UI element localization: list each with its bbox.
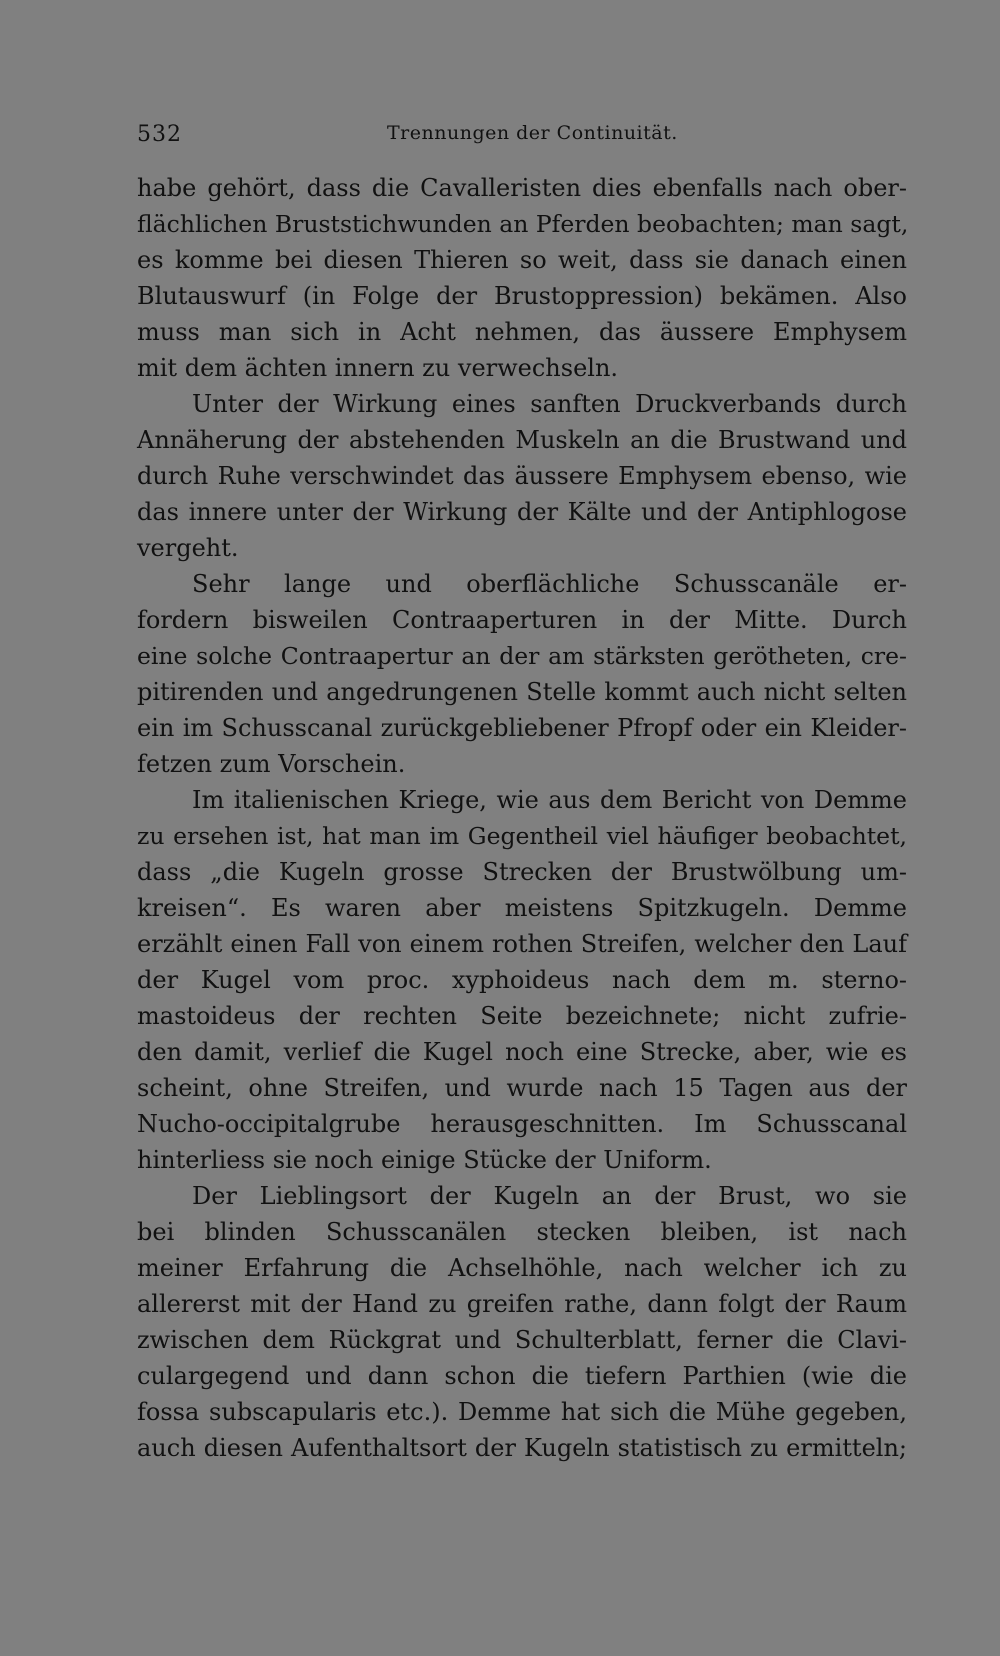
text-line: den damit, verlief die Kugel noch eine Strecke, aber, wie es xyxy=(137,1038,907,1066)
page-number: 532 xyxy=(137,122,182,147)
text-line: Unter der Wirkung eines sanften Druckverbands durch xyxy=(192,390,907,418)
text-line: fetzen zum Vorschein. xyxy=(137,750,406,778)
text-line: hinterliess sie noch einige Stücke der Uniform. xyxy=(137,1146,712,1174)
text-line: auch diesen Aufenthaltsort der Kugeln statistisch zu ermitteln; xyxy=(137,1434,907,1462)
text-line: mastoideus der rechten Seite bezeichnete; nicht zufrie- xyxy=(137,1002,907,1030)
text-line: flächlichen Bruststichwunden an Pferden beobachten; man sagt, xyxy=(137,210,909,238)
text-line: pitirenden und angedrungenen Stelle kommt auch nicht selten xyxy=(137,678,907,706)
text-line: eine solche Contraapertur an der am stärksten gerötheten, cre- xyxy=(137,642,907,670)
text-line: zwischen dem Rückgrat und Schulterblatt, ferner die Clavi- xyxy=(137,1326,907,1354)
text-line: meiner Erfahrung die Achselhöhle, nach welcher ich zu xyxy=(137,1254,907,1282)
text-line: mit dem ächten innern zu verwechseln. xyxy=(137,354,619,382)
text-line: vergeht. xyxy=(137,534,239,562)
text-line: kreisen“. Es waren aber meistens Spitzkugeln. Demme xyxy=(137,894,907,922)
text-line: muss man sich in Acht nehmen, das äussere Emphysem xyxy=(137,318,907,346)
text-line: culargegend und dann schon die tiefern Parthien (wie die xyxy=(137,1362,907,1390)
text-line: der Kugel vom proc. xyphoideus nach dem m. sterno- xyxy=(137,966,907,994)
text-line: Blutauswurf (in Folge der Brustoppression) bekämen. Also xyxy=(137,282,907,310)
text-line: habe gehört, dass die Cavalleristen dies ebenfalls nach ober- xyxy=(137,174,907,202)
text-line: das innere unter der Wirkung der Kälte und der Antiphlogose xyxy=(137,498,907,526)
text-line: erzählt einen Fall von einem rothen Streifen, welcher den Lauf xyxy=(137,930,907,958)
body-text xyxy=(137,170,907,1466)
text-line: Sehr lange und oberflächliche Schusscanäle er- xyxy=(192,570,907,598)
text-line: dass „die Kugeln grosse Strecken der Brustwölbung um- xyxy=(137,858,907,886)
text-line: Nucho-occipitalgrube herausgeschnitten. Im Schusscanal xyxy=(137,1110,907,1138)
text-line: ein im Schusscanal zurückgebliebener Pfropf oder ein Kleider- xyxy=(137,714,907,742)
text-line: zu ersehen ist, hat man im Gegentheil viel häufiger beobachtet, xyxy=(137,822,907,850)
running-head: Trennungen der Continuität. xyxy=(387,122,678,144)
page-header xyxy=(137,122,907,152)
text-line: allererst mit der Hand zu greifen rathe, dann folgt der Raum xyxy=(137,1290,907,1318)
text-line: es komme bei diesen Thieren so weit, dass sie danach einen xyxy=(137,246,907,274)
text-line: durch Ruhe verschwindet das äussere Emphysem ebenso, wie xyxy=(137,462,907,490)
text-line: Der Lieblingsort der Kugeln an der Brust, wo sie xyxy=(192,1182,907,1210)
text-line: Annäherung der abstehenden Muskeln an die Brustwand und xyxy=(137,426,907,454)
text-line: scheint, ohne Streifen, und wurde nach 15 Tagen aus der xyxy=(137,1074,907,1102)
text-line: bei blinden Schusscanälen stecken bleiben, ist nach xyxy=(137,1218,907,1246)
text-line: fossa subscapularis etc.). Demme hat sich die Mühe gegeben, xyxy=(137,1398,907,1426)
text-line: fordern bisweilen Contraaperturen in der Mitte. Durch xyxy=(137,606,907,634)
text-line: Im italienischen Kriege, wie aus dem Bericht von Demme xyxy=(192,786,907,814)
